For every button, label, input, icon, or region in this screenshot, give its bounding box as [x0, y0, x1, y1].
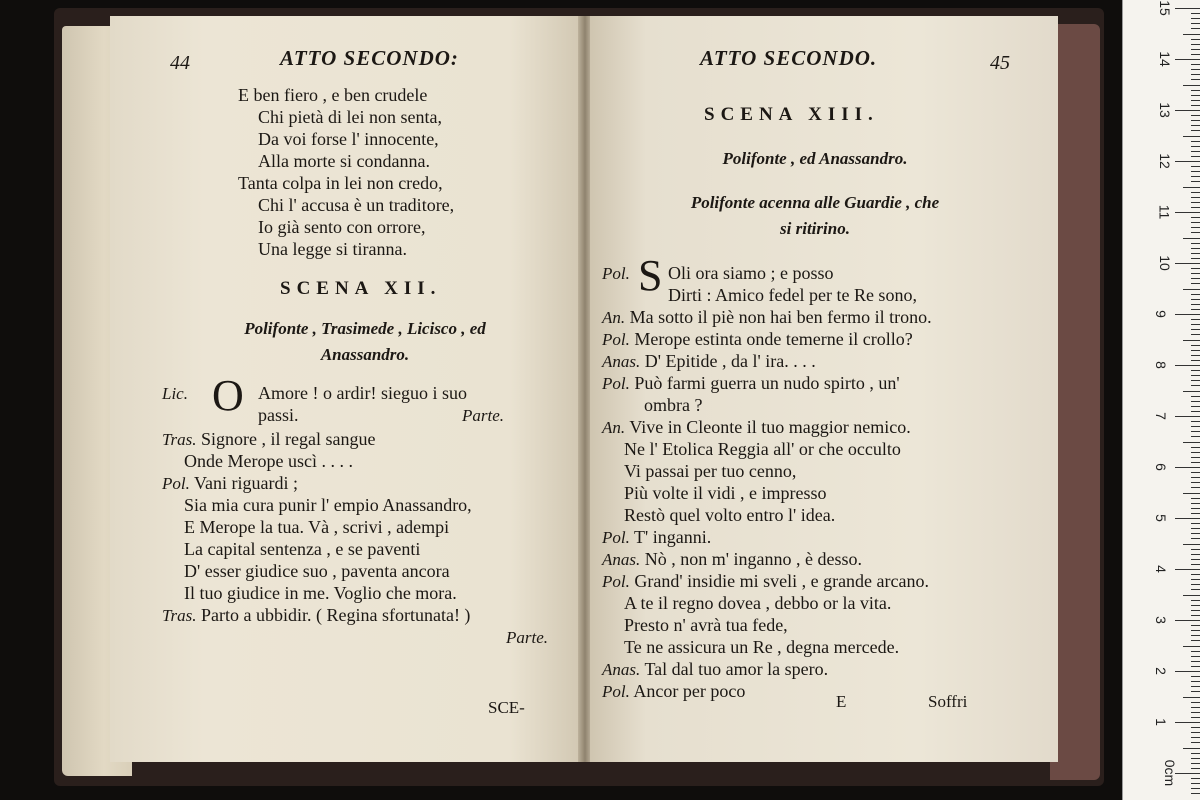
ruler-tick [1191, 758, 1200, 759]
verse-line: Chi pietà di lei non senta, [258, 107, 442, 127]
speaker-label: Pol. [602, 374, 630, 393]
scene-cast [200, 316, 530, 368]
ruler-tick [1183, 595, 1200, 596]
ruler-tick [1191, 477, 1200, 478]
scene-title: SCENA XII. [280, 278, 442, 299]
ruler-tick [1191, 630, 1200, 631]
ruler-number: 9 [1152, 310, 1169, 318]
speaker-label: Pol. [602, 528, 630, 547]
ruler-tick [1191, 28, 1200, 29]
ruler-tick [1191, 564, 1200, 565]
ruler-tick [1191, 401, 1200, 402]
ruler-tick [1175, 416, 1200, 417]
ruler-tick [1191, 258, 1200, 259]
ruler-tick [1191, 69, 1200, 70]
dialogue-text: passi. [258, 405, 299, 425]
speaker-label: Pol. [602, 682, 630, 701]
ruler-tick [1191, 589, 1200, 590]
dialogue-text: Grand' insidie mi sveli , e grande arcano. [634, 571, 930, 591]
stage-direction: Parte. [462, 406, 505, 425]
ruler-tick [1191, 411, 1200, 412]
ruler-tick [1175, 773, 1200, 774]
ruler-tick [1175, 467, 1200, 468]
ruler-tick [1191, 222, 1200, 223]
dialogue-text: Dirti : Amico fedel per te Re sono, [668, 285, 917, 305]
ruler-tick [1191, 64, 1200, 65]
ruler-tick [1191, 431, 1200, 432]
dialogue-line [602, 306, 932, 329]
ruler-tick [1191, 656, 1200, 657]
ruler-tick [1191, 727, 1200, 728]
catchword: Soffri [928, 692, 968, 711]
dialogue-line [162, 604, 470, 627]
ruler-tick [1183, 391, 1200, 392]
ruler-tick [1191, 452, 1200, 453]
ruler-tick [1175, 671, 1200, 672]
ruler-tick [1191, 243, 1200, 244]
verse-line: Chi l' accusa è un traditore, [258, 195, 455, 215]
ruler-tick [1191, 666, 1200, 667]
drop-cap: S [638, 251, 663, 300]
ruler-tick [1191, 202, 1200, 203]
ruler-tick [1191, 482, 1200, 483]
ruler-tick [1191, 146, 1200, 147]
measuring-ruler [1122, 0, 1200, 800]
ruler-tick [1191, 717, 1200, 718]
dialogue-text: Vi passai per tuo cenno, [624, 461, 797, 481]
ruler-tick [1191, 299, 1200, 300]
ruler-tick [1175, 59, 1200, 60]
ruler-tick [1191, 217, 1200, 218]
ruler-tick [1191, 23, 1200, 24]
dialogue-line [162, 472, 298, 495]
dialogue-text: Ancor per poco [633, 681, 746, 701]
ruler-tick [1191, 686, 1200, 687]
ruler-tick [1191, 375, 1200, 376]
running-header: ATTO SECONDO. [700, 46, 878, 70]
ruler-tick [1183, 289, 1200, 290]
verse-line: Tanta colpa in lei non credo, [238, 173, 443, 193]
ruler-number: 5 [1152, 514, 1169, 522]
dialogue-text: Restò quel volto entro l' idea. [624, 505, 836, 525]
ruler-tick [1191, 74, 1200, 75]
ruler-tick [1191, 115, 1200, 116]
ruler-tick [1191, 447, 1200, 448]
right-page [590, 16, 1058, 762]
ruler-tick [1191, 141, 1200, 142]
ruler-tick [1191, 278, 1200, 279]
ruler-number: 1 [1152, 718, 1169, 726]
ruler-tick [1191, 640, 1200, 641]
ruler-tick [1191, 503, 1200, 504]
scene-title: SCENA XIII. [704, 104, 879, 125]
dialogue-text: Nò , non m' inganno , è desso. [644, 549, 862, 569]
dialogue-text: La capital sentenza , e se paventi [184, 539, 421, 559]
ruler-number: 7 [1152, 412, 1169, 420]
page-number: 44 [170, 52, 190, 74]
ruler-tick [1191, 268, 1200, 269]
ruler-tick [1191, 253, 1200, 254]
ruler-tick [1191, 304, 1200, 305]
ruler-tick [1191, 533, 1200, 534]
ruler-tick [1183, 187, 1200, 188]
dialogue-text: Presto n' avrà tua fede, [624, 615, 788, 635]
ruler-number: 4 [1152, 565, 1169, 573]
ruler-tick [1191, 508, 1200, 509]
speaker-label: An. [602, 308, 626, 327]
ruler-tick [1191, 232, 1200, 233]
dialogue-line [602, 570, 929, 593]
cast-line: Anassandro. [320, 345, 410, 364]
verse-line: E ben fiero , e ben crudele [238, 85, 428, 105]
ruler-tick [1183, 544, 1200, 545]
signature-mark: E [836, 692, 847, 711]
speaker-label: Anas. [602, 660, 641, 679]
ruler-tick [1175, 263, 1200, 264]
ruler-tick [1191, 651, 1200, 652]
ruler-tick [1191, 554, 1200, 555]
speaker-label: An. [602, 418, 626, 437]
ruler-tick [1191, 768, 1200, 769]
ruler-tick [1191, 380, 1200, 381]
ruler-tick [1191, 610, 1200, 611]
ruler-tick [1175, 314, 1200, 315]
dialogue-text: Onde Merope uscì . . . . [184, 451, 353, 471]
verse-line: Da voi forse l' innocente, [258, 129, 439, 149]
stage-direction [630, 190, 1000, 242]
ruler-tick [1191, 176, 1200, 177]
ruler-tick [1191, 742, 1200, 743]
dialogue-line [602, 328, 913, 351]
ruler-tick [1191, 406, 1200, 407]
ruler-tick [1191, 79, 1200, 80]
speaker-label: Lic. [162, 384, 188, 403]
ruler-number: 15 [1156, 0, 1173, 16]
speaker-label: Pol. [162, 474, 190, 493]
dialogue-text: Oli ora siamo ; e posso [668, 263, 834, 283]
ruler-tick [1175, 365, 1200, 366]
ruler-tick [1183, 442, 1200, 443]
ruler-tick [1191, 600, 1200, 601]
ruler-tick [1191, 54, 1200, 55]
ruler-tick [1191, 227, 1200, 228]
dialogue-text: Il tuo giudice in me. Voglio che mora. [184, 583, 457, 603]
ruler-number: 2 [1152, 667, 1169, 675]
ruler-tick [1191, 763, 1200, 764]
ruler-tick [1183, 493, 1200, 494]
ruler-number: 11 [1156, 204, 1173, 220]
catchword: SCE- [488, 698, 525, 717]
ruler-tick [1191, 559, 1200, 560]
verse-line: Alla morte si condanna. [258, 151, 430, 171]
ruler-tick [1175, 8, 1200, 9]
ruler-tick [1191, 105, 1200, 106]
ruler-tick [1191, 39, 1200, 40]
ruler-tick [1191, 549, 1200, 550]
dialogue-line [602, 350, 816, 373]
ruler-tick [1191, 676, 1200, 677]
speaker-label: Tras. [162, 430, 197, 449]
dialogue-text: Sia mia cura punir l' empio Anassandro, [184, 495, 472, 515]
ruler-tick [1191, 778, 1200, 779]
ruler-tick [1191, 100, 1200, 101]
ruler-tick [1191, 538, 1200, 539]
ruler-tick [1191, 273, 1200, 274]
ruler-tick [1191, 605, 1200, 606]
dialogue-line [602, 548, 862, 571]
dialogue-text: Merope estinta onde temerne il crollo? [634, 329, 913, 349]
dialogue-text: Parto a ubbidir. ( Regina sfortunata! ) [201, 605, 471, 625]
ruler-tick [1191, 324, 1200, 325]
ruler-tick [1191, 319, 1200, 320]
ruler-tick [1191, 329, 1200, 330]
ruler-number: 14 [1156, 51, 1173, 67]
ruler-tick [1191, 426, 1200, 427]
ruler-tick [1191, 370, 1200, 371]
ruler-tick [1191, 248, 1200, 249]
ruler-tick [1191, 125, 1200, 126]
ruler-tick [1191, 732, 1200, 733]
ruler-tick [1191, 691, 1200, 692]
speaker-label: Pol. [602, 330, 630, 349]
ruler-tick [1183, 136, 1200, 137]
ruler-tick [1191, 90, 1200, 91]
ruler-tick [1191, 171, 1200, 172]
left-page [110, 16, 580, 762]
dialogue-line [602, 526, 711, 549]
stage-direction-line: si ritirino. [780, 219, 850, 238]
speaker-label: Tras. [162, 606, 197, 625]
dialogue-line [602, 372, 900, 395]
cast-line: Polifonte , Trasimede , Licisco , ed [244, 319, 486, 338]
speaker-label: Anas. [602, 550, 641, 569]
dialogue-text: Ma sotto il piè non hai ben fermo il trono. [629, 307, 932, 327]
dialogue-text: ombra ? [644, 395, 703, 415]
ruler-number: 13 [1156, 102, 1173, 118]
running-header: ATTO SECONDO: [280, 46, 459, 70]
dialogue-text: D' esser giudice suo , paventa ancora [184, 561, 450, 581]
ruler-tick [1183, 238, 1200, 239]
ruler-tick [1191, 712, 1200, 713]
ruler-number: 3 [1152, 616, 1169, 624]
ruler-tick [1191, 528, 1200, 529]
ruler-tick [1191, 350, 1200, 351]
ruler-tick [1191, 385, 1200, 386]
dialogue-text: Signore , il regal sangue [201, 429, 376, 449]
ruler-tick [1175, 569, 1200, 570]
speaker-label: Pol. [602, 264, 630, 283]
ruler-tick [1191, 192, 1200, 193]
dialogue-text: Può farmi guerra un nudo spirto , un' [634, 373, 900, 393]
speaker-label: Anas. [602, 352, 641, 371]
ruler-tick [1183, 85, 1200, 86]
dialogue-line [602, 416, 911, 439]
dialogue-text: Amore ! o ardir! sieguo i suo [258, 383, 467, 403]
ruler-tick [1191, 681, 1200, 682]
page-number: 45 [990, 52, 1010, 74]
dialogue-text: Ne l' Etolica Reggia all' or che occulto [624, 439, 901, 459]
dialogue-text: Vive in Cleonte il tuo maggior nemico. [629, 417, 911, 437]
dialogue-text: Te ne assicura un Re , degna mercede. [624, 637, 900, 657]
ruler-tick [1191, 574, 1200, 575]
ruler-number: 8 [1152, 361, 1169, 369]
dialogue-text: T' inganni. [634, 527, 712, 547]
ruler-tick [1191, 18, 1200, 19]
ruler-tick [1191, 44, 1200, 45]
dialogue-text: Più volte il vidi , e impresso [624, 483, 827, 503]
ruler-number: 6 [1152, 463, 1169, 471]
stage-direction-line: Polifonte acenna alle Guardie , che [690, 193, 940, 212]
ruler-tick [1191, 462, 1200, 463]
ruler-tick [1175, 212, 1200, 213]
ruler-tick [1191, 294, 1200, 295]
ruler-tick [1191, 151, 1200, 152]
ruler-tick [1175, 518, 1200, 519]
ruler-tick [1191, 334, 1200, 335]
dialogue-line [162, 382, 188, 405]
ruler-tick [1191, 783, 1200, 784]
ruler-tick [1191, 396, 1200, 397]
ruler-tick [1191, 793, 1200, 794]
ruler-tick [1191, 635, 1200, 636]
dialogue-line [602, 658, 828, 681]
dialogue-text: A te il regno dovea , debbo or la vita. [624, 593, 892, 613]
ruler-tick [1191, 309, 1200, 310]
dialogue-text: Tal dal tuo amor la spero. [644, 659, 829, 679]
ruler-tick [1183, 748, 1200, 749]
ruler-tick [1191, 788, 1200, 789]
ruler-tick [1191, 360, 1200, 361]
ruler-tick [1175, 620, 1200, 621]
ruler-tick [1191, 584, 1200, 585]
ruler-tick [1191, 472, 1200, 473]
dialogue-text: D' Epitide , da l' ira. . . . [644, 351, 816, 371]
ruler-tick [1183, 340, 1200, 341]
ruler-tick [1191, 661, 1200, 662]
ruler-number: 10 [1156, 255, 1173, 271]
ruler-tick [1191, 95, 1200, 96]
ruler-tick [1183, 697, 1200, 698]
ruler-tick [1191, 283, 1200, 284]
ruler-tick [1191, 436, 1200, 437]
ruler-tick [1191, 13, 1200, 14]
ruler-tick [1191, 166, 1200, 167]
ruler-tick [1191, 753, 1200, 754]
dialogue-text: E Merope la tua. Và , scrivi , adempi [184, 517, 450, 537]
ruler-tick [1191, 523, 1200, 524]
ruler-tick [1175, 722, 1200, 723]
ruler-tick [1191, 625, 1200, 626]
ruler-tick [1175, 161, 1200, 162]
ruler-tick [1191, 421, 1200, 422]
ruler-tick [1191, 487, 1200, 488]
ruler-tick [1183, 34, 1200, 35]
dialogue-line [602, 262, 630, 285]
ruler-number: 12 [1156, 153, 1173, 169]
ruler-tick [1191, 615, 1200, 616]
ruler-tick [1191, 498, 1200, 499]
ruler-tick [1191, 457, 1200, 458]
ruler-tick [1175, 110, 1200, 111]
ruler-tick [1191, 120, 1200, 121]
speaker-label: Pol. [602, 572, 630, 591]
drop-cap: O [212, 371, 244, 420]
ruler-tick [1191, 737, 1200, 738]
ruler-tick [1191, 513, 1200, 514]
ruler-tick [1191, 355, 1200, 356]
ruler-tick [1191, 702, 1200, 703]
ruler-tick [1191, 707, 1200, 708]
stage-direction: Parte. [506, 628, 549, 647]
dialogue-line [602, 680, 745, 703]
dialogue-line [162, 428, 375, 451]
ruler-tick [1191, 130, 1200, 131]
ruler-tick [1183, 646, 1200, 647]
ruler-tick [1191, 579, 1200, 580]
ruler-tick [1191, 49, 1200, 50]
ruler-number: 0cm [1162, 759, 1179, 787]
scene-cast: Polifonte , ed Anassandro. [722, 149, 908, 168]
verse-line: Una legge si tiranna. [258, 239, 407, 259]
ruler-tick [1191, 156, 1200, 157]
dialogue-text: Vani riguardi ; [194, 473, 299, 493]
ruler-tick [1191, 207, 1200, 208]
verse-line: Io già sento con orrore, [258, 217, 426, 237]
ruler-tick [1191, 181, 1200, 182]
ruler-tick [1191, 197, 1200, 198]
ruler-tick [1191, 345, 1200, 346]
